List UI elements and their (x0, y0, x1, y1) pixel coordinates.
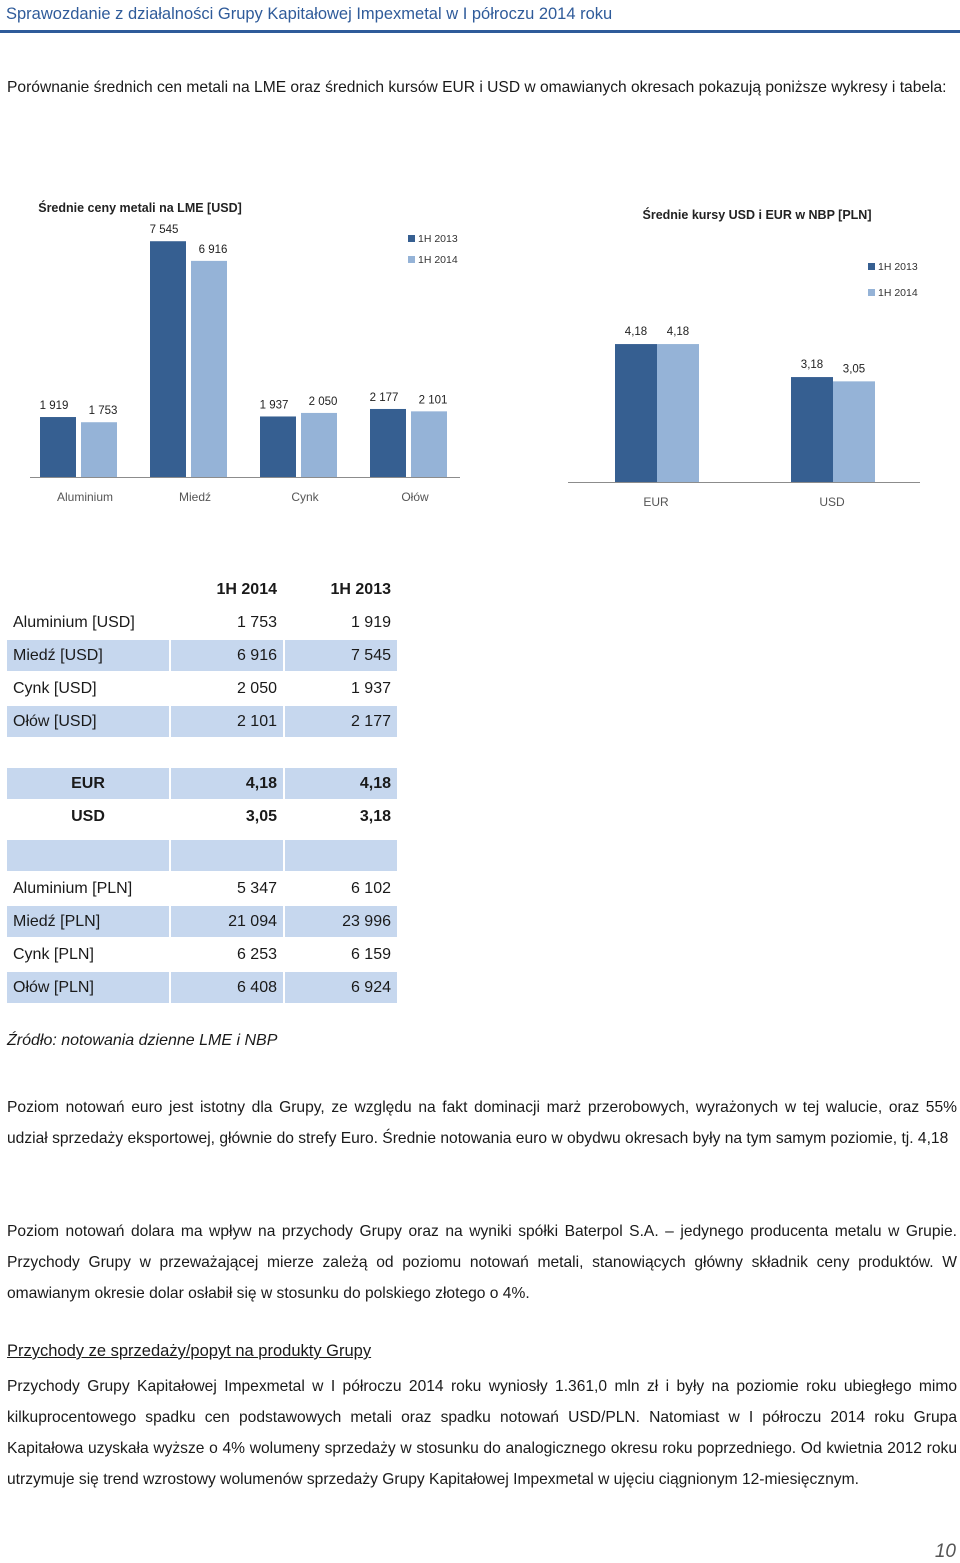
table-cell: Cynk [USD] (7, 673, 169, 704)
table-cell: 2 101 (171, 706, 283, 737)
data-label: 7 545 (149, 224, 179, 237)
table-cell: 2 050 (171, 673, 283, 704)
bar-aluminium-1h-2014 (81, 422, 117, 477)
table-cell: 7 545 (285, 640, 397, 671)
legend-label: 1H 2013 (418, 233, 458, 245)
category-label: Miedź (178, 490, 212, 504)
table-row (7, 673, 397, 704)
category-label: Cynk (291, 490, 319, 504)
bar-eur-1h-2014 (657, 344, 699, 482)
data-source-note: Źródło: notowania dzienne LME i NBP (7, 1032, 278, 1049)
table-cell: 3,18 (285, 801, 397, 832)
table-cell: 5 347 (171, 873, 283, 904)
bar-miedz-1h-2014 (191, 261, 227, 477)
table-cell: Miedź [PLN] (7, 906, 169, 937)
bar-olow-1h-2014 (411, 411, 447, 477)
table-cell: USD (7, 801, 169, 832)
bar-usd-1h-2013 (791, 377, 833, 482)
data-label: 3,05 (842, 363, 866, 376)
fx-rate-table (5, 766, 399, 834)
table-row (7, 873, 397, 904)
table-cell: 6 253 (171, 939, 283, 970)
table-row (7, 972, 397, 1003)
table-row (7, 768, 397, 799)
table-cell: 21 094 (171, 906, 283, 937)
legend-swatch (868, 289, 875, 296)
table-cell: Aluminium [USD] (7, 607, 169, 638)
section-heading: Przychody ze sprzedaży/popyt na produkty Grupy (7, 1342, 372, 1360)
table-cell: 6 102 (285, 873, 397, 904)
report-title: Sprawozdanie z działalności Grupy Kapitałowej Impexmetal w I półroczu 2014 roku (6, 5, 613, 23)
table-cell (171, 840, 283, 871)
table-cell: Ołów [USD] (7, 706, 169, 737)
category-label: USD (819, 495, 845, 509)
data-label: 2 050 (308, 395, 338, 408)
table-cell: 23 996 (285, 906, 397, 937)
table-cell (285, 840, 397, 871)
bar-usd-1h-2014 (833, 381, 875, 482)
legend-swatch (408, 235, 415, 242)
page-header (0, 0, 960, 30)
table-cell: EUR (7, 768, 169, 799)
data-label: 1 937 (259, 399, 289, 412)
table-cell: 6 408 (171, 972, 283, 1003)
category-label: Aluminium (56, 490, 114, 504)
data-label: 2 101 (418, 394, 448, 407)
bar-miedz-1h-2013 (150, 241, 186, 477)
section-paragraph: Przychody Grupy Kapitałowej Impexmetal w I półroczu 2014 roku wyniosły 1.361,0 mln zł i były na poziomie roku ubiegłego mimo kilkuprocentowego spadku cen podstawowych metali oraz spadku notowań USD/PLN. Natomiast w I półroczu 2014 roku Grupa Kapitałowa uzyskała wyższe o 4% wolumeny sprzedaży w stosunku do analogicznego okresu roku poprzedniego. Od kwietnia 2012 roku utrzymuje się trend wzrostowy wolumenów sprzedaży Grupy Kapitałowej Impexmetal w ujęciu ciągnionym 12-miesięcznym. (7, 1378, 957, 1488)
chart-title: Średnie ceny metali na LME [USD] (38, 201, 242, 215)
table-cell: Cynk [PLN] (7, 939, 169, 970)
category-label: EUR (643, 495, 669, 509)
table-cell: 2 177 (285, 706, 397, 737)
table-cell: 1 919 (285, 607, 397, 638)
usd-price-table (5, 572, 399, 739)
table-row (7, 607, 397, 638)
bar-aluminium-1h-2013 (40, 417, 76, 477)
table-row (7, 801, 397, 832)
data-label: 6 916 (198, 243, 228, 256)
table-cell: Aluminium [PLN] (7, 873, 169, 904)
metals-price-chart (30, 190, 460, 515)
page-number: 10 (934, 1541, 956, 1562)
bar-cynk-1h-2013 (260, 416, 296, 477)
data-label: 1 753 (88, 405, 118, 418)
table-cell: Ołów [PLN] (7, 972, 169, 1003)
category-label: Ołów (401, 490, 429, 504)
table-cell: 6 924 (285, 972, 397, 1003)
table-cell: 1 937 (285, 673, 397, 704)
table-cell: 1H 2014 (171, 574, 283, 605)
table-cell: 4,18 (285, 768, 397, 799)
table-cell: 3,05 (171, 801, 283, 832)
data-label: 3,18 (800, 359, 824, 372)
table-cell (7, 840, 169, 871)
bar-cynk-1h-2014 (301, 413, 337, 477)
paragraph-euro: Poziom notowań euro jest istotny dla Grupy, ze względu na fakt dominacji marż przerobowych, wyrażonych w tej walucie, oraz 55% udział sprzedaży eksportowej, głównie do strefy Euro. Średnie notowania euro w obydwu okresach były na tym samym poziomie, tj. 4,18 (7, 1099, 957, 1147)
data-label: 4,18 (624, 326, 648, 339)
table-cell: Miedź [USD] (7, 640, 169, 671)
table-cell: 6 159 (285, 939, 397, 970)
table-cell: 1H 2013 (285, 574, 397, 605)
chart-title: Średnie kursy USD i EUR w NBP [PLN] (642, 208, 872, 222)
data-label: 4,18 (666, 326, 690, 339)
fx-rate-chart (565, 195, 940, 520)
legend-swatch (408, 256, 415, 263)
table-row (7, 939, 397, 970)
table-cell: 1 753 (171, 607, 283, 638)
table-cell (7, 574, 169, 605)
legend-swatch (868, 263, 875, 270)
paragraph-dollar: Poziom notowań dolara ma wpływ na przychody Grupy oraz na wyniki spółki Baterpol S.A. – jedynego producenta metalu w Grupie. Przychody Grupy w przeważającej mierze zależą od poziomu notowań metali, stanowiących główny składnik ceny produktów. W omawianym okresie dolar osłabił się w stosunku do polskiego złotego o 4%. (7, 1223, 957, 1302)
data-label: 1 919 (39, 400, 69, 413)
bar-olow-1h-2013 (370, 409, 406, 477)
legend-label: 1H 2014 (418, 254, 458, 266)
table-cell: 6 916 (171, 640, 283, 671)
legend-label: 1H 2013 (878, 261, 918, 273)
bar-eur-1h-2013 (615, 344, 657, 482)
header-divider (0, 30, 960, 33)
table-row (7, 574, 397, 605)
table-spacer-row (7, 840, 397, 871)
table-cell: 4,18 (171, 768, 283, 799)
legend-label: 1H 2014 (878, 287, 918, 299)
table-row (7, 906, 397, 937)
pln-price-table (5, 838, 399, 1005)
intro-paragraph: Porównanie średnich cen metali na LME oraz średnich kursów EUR i USD w omawianych okresach pokazują poniższe wykresy i tabela: (7, 79, 947, 96)
table-row (7, 640, 397, 671)
table-row (7, 706, 397, 737)
data-label: 2 177 (369, 391, 399, 404)
